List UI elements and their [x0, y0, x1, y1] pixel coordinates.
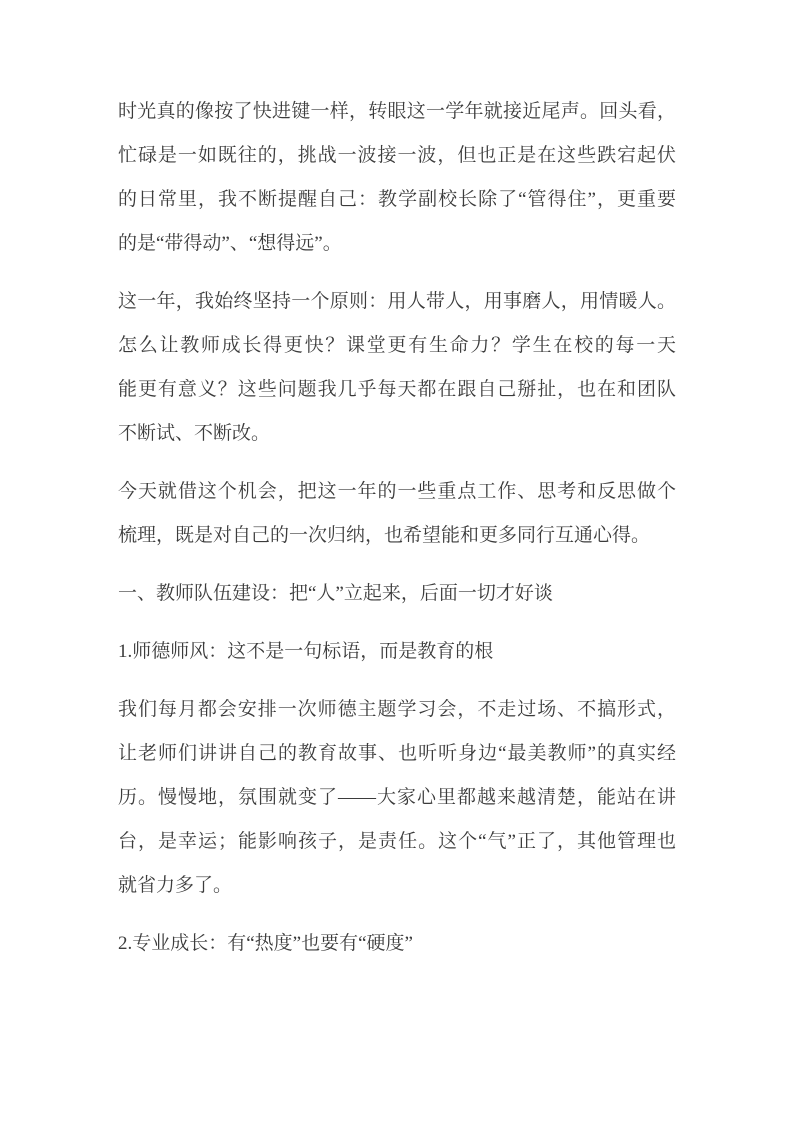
- paragraph: [118, 470, 676, 558]
- text-line: 今天就借这个机会，把这一年的一些重点工作、思考和反思做个: [118, 481, 676, 502]
- text-line: 梳理，既是对自己的一次归纳，也希望能和更多同行互通心得。: [118, 525, 651, 546]
- paragraph: [118, 90, 676, 266]
- document-content: [118, 90, 676, 980]
- text-line: 时光真的像按了快进键一样，转眼这一学年就接近尾声。回头看，: [118, 101, 676, 122]
- text-line: 我们每月都会安排一次师德主题学习会，不走过场、不搞形式，: [118, 699, 676, 720]
- text-line: 忙碌是一如既往的，挑战一波接一波，但也正是在这些跌宕起伏: [118, 145, 676, 166]
- text-line: 历。慢慢地，氛围就变了——大家心里都越来越清楚，能站在讲: [118, 787, 676, 808]
- sub-heading: [118, 630, 676, 674]
- text-line: 就省力多了。: [118, 875, 233, 896]
- text-line: 一、教师队伍建设：把“人”立起来，后面一切才好谈: [118, 583, 553, 604]
- text-line: 的日常里，我不断提醒自己：教学副校长除了“管得住”，更重要: [118, 189, 676, 210]
- text-line: 怎么让教师成长得更快？课堂更有生命力？学生在校的每一天: [118, 335, 676, 356]
- text-line: 1.师德师风：这不是一句标语，而是教育的根: [118, 641, 494, 662]
- text-line: 不断试、不断改。: [118, 423, 271, 444]
- text-line: 这一年，我始终坚持一个原则：用人带人，用事磨人，用情暖人。: [118, 291, 676, 312]
- text-line: 台，是幸运；能影响孩子，是责任。这个“气”正了，其他管理也: [118, 831, 676, 852]
- sub-heading: [118, 922, 676, 966]
- section-heading: [118, 572, 676, 616]
- text-line: 让老师们讲讲自己的教育故事、也听听身边“最美教师”的真实经: [118, 743, 676, 764]
- text-line: 2.专业成长：有“热度”也要有“硬度”: [118, 933, 413, 954]
- text-line: 能更有意义？这些问题我几乎每天都在跟自己掰扯，也在和团队: [118, 379, 676, 400]
- text-line: 的是“带得动”、“想得远”。: [118, 233, 342, 254]
- paragraph: [118, 688, 676, 908]
- paragraph: [118, 280, 676, 456]
